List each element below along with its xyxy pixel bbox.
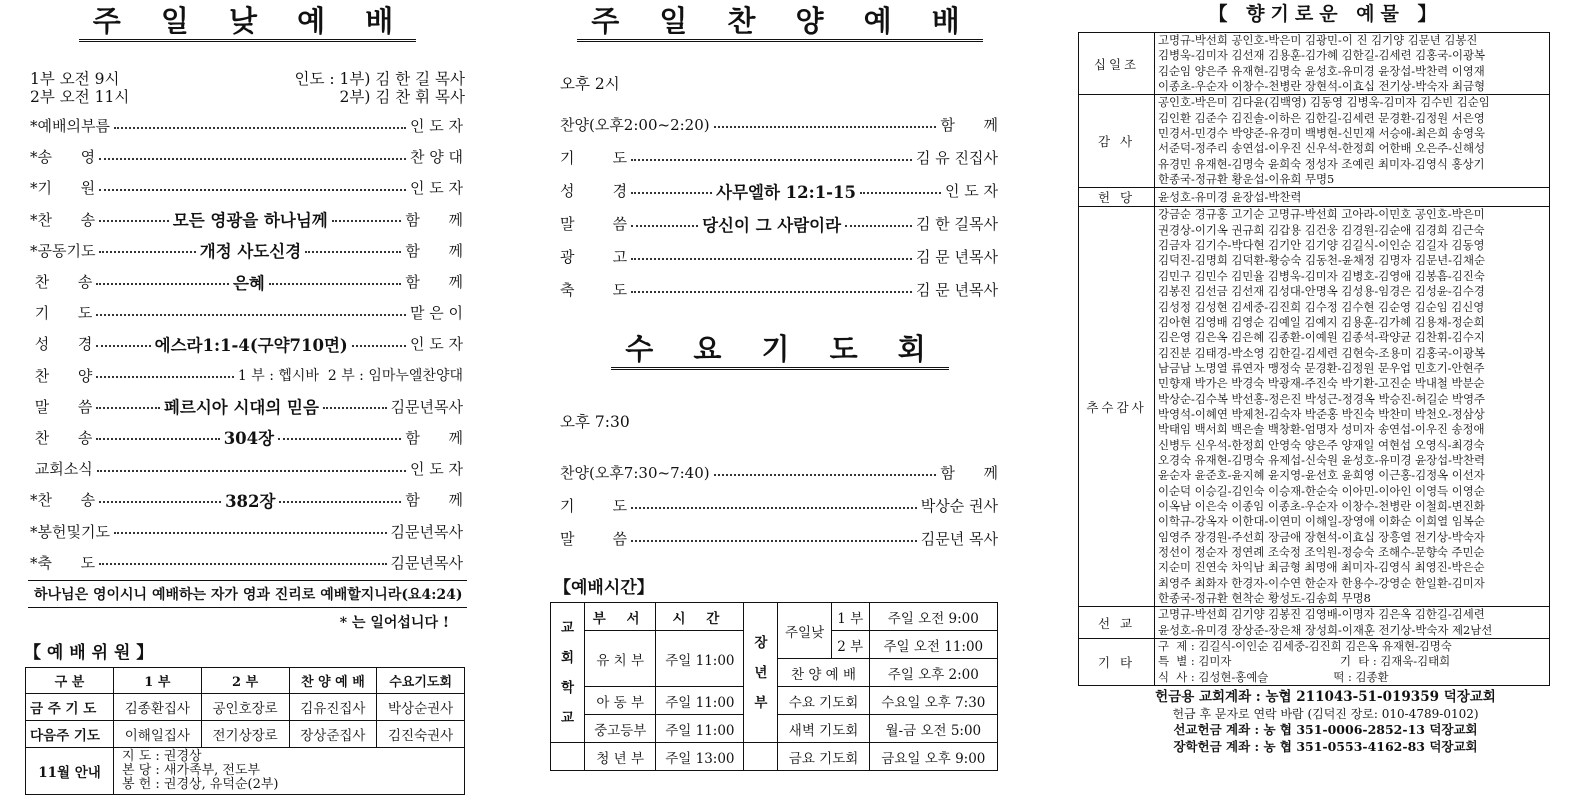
order-item [20, 484, 475, 515]
offering-names [1155, 33, 1550, 95]
name-line: 한종국-정규환 현착순 황성도-김송희 무명8 [1158, 591, 1371, 606]
schedule-table [550, 602, 998, 771]
order-item [20, 515, 475, 546]
order-label: 찬 양 [30, 366, 93, 385]
name-line: 윤순자 윤준호-윤지혜 윤지영-윤선호 윤희영 이근홍-김정옥 이선자 [1158, 468, 1485, 483]
notice-line: 봉 헌 : 권경상, 유덕순(2부) [122, 776, 279, 792]
name-line: 김병욱-김미자 김선재 김용훈-김가혜 김한길-김세련 김홍국-이광복 [1158, 48, 1485, 63]
order-person: 함 께 [405, 491, 464, 510]
praise-time: 오후 2시 [560, 75, 620, 93]
dot-leader [845, 225, 912, 227]
adult-group [744, 603, 778, 743]
name-line: 임영주 장경원-주선희 장금애 장현석-이효십 장흥열 전기상-박숙자 [1158, 529, 1485, 544]
name-line: 구 제 : 김길식-이인순 김세중-김진희 김은옥 유재현-김명숙 [1158, 639, 1452, 654]
table-cell: 전기상장로 [201, 720, 289, 747]
sunday-label: 주일낮 [778, 603, 831, 659]
order-label: 말 씀 [30, 397, 93, 416]
order-label: 찬양(오후7:30~7:40) [560, 464, 710, 482]
order-item [20, 110, 475, 141]
leader-1: 인도 : 1부) 김 한 길 목사 [294, 70, 465, 88]
dot-leader [96, 407, 160, 409]
order-person: 김문년목사 [390, 397, 464, 416]
order-item [20, 172, 475, 203]
dot-leader [114, 532, 387, 534]
account-note: 헌금 후 문자로 연락 바람 (김덕진 장로: 010-4789-0102) [1172, 706, 1479, 721]
name-line: 민향재 박가은 박경숙 박광재-주진숙 박기환-고진순 박내철 박분순 [1158, 376, 1485, 391]
vertical-label: 장 년 부 [754, 634, 768, 711]
order-item [550, 489, 1010, 522]
order-label: 기 도 [560, 497, 628, 515]
table-row [1079, 639, 1550, 686]
order-label: *예배의부름 [30, 117, 110, 136]
table-cell: 장상준집사 [289, 720, 377, 747]
order-item [550, 273, 1010, 306]
schedule-header-time: 시 간 [656, 603, 744, 631]
order-item [20, 547, 475, 578]
dot-leader [99, 189, 406, 191]
name-line: 한종국-정규환 황운섭-이유희 무명5 [1158, 172, 1335, 187]
order-label: *축 도 [30, 553, 96, 572]
schedule-cell: 금요 기도회 [778, 743, 869, 771]
order-item [20, 266, 475, 297]
order-content: 개정 사도신경 [199, 242, 302, 262]
name-line: 공인호-박은미 김다윤(김백영) 김동영 김병욱-김미자 김수빈 김순임 [1158, 95, 1490, 110]
order-content: 1 부 : 헵시바 2 부 : 임마누엘찬양대 [237, 368, 463, 385]
order-label: *기 원 [30, 179, 96, 198]
notice-line: 지 도 : 권경상 [122, 748, 202, 764]
order-label: 찬 송 [30, 273, 93, 292]
order-person: 맡 은 이 [409, 304, 463, 323]
name-line: 특 별 : 김미자 기 타 : 김재욱-김태희 [1158, 654, 1451, 669]
dot-leader [631, 192, 712, 194]
order-label: 찬 송 [30, 428, 93, 447]
name-line: 김은영 김은옥 김은혜 김종환-이예원 김종석-곽양균 김찬휘-김수지 [1158, 330, 1485, 345]
order-item [550, 108, 1010, 141]
morning-order-list [20, 110, 475, 578]
schedule-cell: 청 년 부 [585, 743, 656, 771]
dot-leader [631, 291, 912, 293]
order-item [550, 207, 1010, 240]
name-line: 남금남 노명열 류연자 맹정숙 문경환-김정원 문우업 민호기-안현주 [1158, 360, 1485, 375]
table-cell: 김종환집사 [114, 693, 202, 720]
order-label: *찬 송 [30, 210, 96, 229]
order-person: 찬 양 대 [409, 148, 463, 167]
name-line: 이순덕 이승길-김인숙 이승재-한순숙 이아민-이아인 이영득 이영순 [1158, 483, 1485, 498]
order-label: 말 씀 [560, 215, 628, 233]
name-line: 윤성호-유미경 윤장섭-박찬력 [1158, 189, 1302, 204]
dot-leader [631, 225, 698, 227]
name-line: 김순임 양은주 유재현-김명숙 윤성호-유미경 윤장섭-박찬력 이영재 [1158, 63, 1485, 78]
notice-label: 11월 안내 [26, 747, 114, 794]
schedule-cell: 금요일 오후 9:00 [869, 743, 997, 771]
schedule-cell: 주일 11:00 [656, 687, 744, 715]
name-line: 박상순-김수복 박선홍-정은진 박성근-정경옥 박승진-허길순 박영주 [1158, 391, 1485, 406]
order-item [20, 360, 475, 391]
name-line: 고명규-박선희 김기양 김봉진 김영배-이명자 김은옥 김한길-김세련 [1158, 607, 1485, 622]
order-item [550, 141, 1010, 174]
workers-heading: 【 예 배 위 원 】 [24, 642, 154, 663]
name-line: 고명규-박선희 공인호-박은미 김광민-이 진 김기양 김문년 김봉진 [1158, 33, 1478, 47]
order-person: 김 유 진집사 [916, 149, 998, 167]
name-line: 신병두 신우석-한정희 안영숙 양은주 양재일 여현섭 오영식-최경숙 [1158, 437, 1485, 452]
account-main: 헌금용 교회계좌 : 농협 211043-51-019359 덕장교회 [1155, 689, 1496, 706]
name-line: 김금자 김기수-박다현 김기안 김기양 김길식-이인순 김길자 김동영 [1158, 238, 1485, 253]
dot-leader [305, 251, 401, 253]
schedule-cell: 수요일 오후 7:30 [869, 687, 997, 715]
order-item [550, 522, 1010, 555]
order-person: 인 도 자 [409, 179, 463, 198]
account-mission: 선교헌금 계좌 : 농 협 351-0006-2852-13 덕장교회 [1173, 722, 1478, 738]
table-row [26, 720, 465, 747]
order-item [550, 240, 1010, 273]
dot-leader [332, 220, 402, 222]
schedule-cell: 중고등부 [585, 715, 656, 743]
name-line: 이옥남 이은숙 이종임 이종초-우순자 이창수-천병란 이철희-변진화 [1158, 498, 1485, 513]
dot-leader [99, 158, 406, 160]
dot-leader [278, 438, 401, 440]
name-line: 서준덕-정주리 송연섭-이우진 신우석-한정희 어한배 오은주-신해성 [1158, 141, 1485, 156]
order-person: 김 문 년목사 [916, 281, 998, 299]
dot-leader [99, 563, 386, 565]
order-person: 김 한 길목사 [916, 215, 999, 233]
order-person: 함 께 [940, 116, 998, 134]
order-content: 에스라1:1-4(구약710면) [154, 335, 348, 355]
schedule-cell: 유 치 부 [585, 631, 656, 687]
order-item [20, 141, 475, 172]
order-content: 은혜 [232, 273, 265, 293]
table-row [1079, 33, 1550, 95]
table-cell: 박상순권사 [377, 693, 465, 720]
school-group [551, 603, 585, 743]
workers-header-praise: 찬 양 예 배 [289, 667, 377, 693]
morning-worship-title: 주 일 낮 예 배 [20, 0, 475, 42]
dot-leader [631, 540, 917, 542]
order-content: 304장 [223, 429, 275, 449]
name-line: 김아현 김영배 김영순 김예일 김예지 김용훈-김가혜 김용채-정순희 [1158, 314, 1485, 329]
order-person: 인 도 자 [410, 335, 464, 354]
name-line: 오경숙 유재현-김명숙 유제섭-신숙원 윤성호-유미경 윤장섭-박찬력 [1158, 452, 1485, 467]
order-label: 성 경 [560, 182, 628, 200]
service-time-1: 1부 오전 9시 [30, 70, 120, 88]
order-label: 말 씀 [560, 530, 628, 548]
order-item [550, 456, 1010, 489]
order-person: 함 께 [405, 210, 464, 229]
workers-table [25, 667, 465, 795]
offering-category: 십일조 [1079, 33, 1155, 95]
scripture-verse: 하나님은 영이시니 예배하는 자가 영과 진리로 예배할지니라(요4:24) [28, 580, 467, 608]
name-line: 식 사 : 김성현-홍예슬 떡 : 김종환 [1158, 669, 1389, 684]
order-item [20, 453, 475, 484]
offering-category: 추수감사 [1079, 207, 1155, 607]
table-row [26, 693, 465, 720]
name-line: 이종초-우순자 이창수-천병란 장현석-이효십 전기상-박숙자 최금형 [1158, 79, 1485, 94]
order-item [20, 328, 475, 359]
order-person: 김 문 년목사 [916, 248, 998, 266]
order-label: 광 고 [560, 248, 628, 266]
name-line: 정선이 정순자 정연례 조숙정 조익원-정승숙 조해수-문향숙 주민순 [1158, 545, 1485, 559]
order-person: 함 께 [405, 273, 463, 292]
workers-header-1bu: 1 부 [114, 667, 202, 693]
offering-category: 감 사 [1079, 95, 1155, 188]
account-scholarship: 장학헌금 계좌 : 농 협 351-0553-4162-83 덕장교회 [1173, 738, 1478, 754]
offering-names [1155, 607, 1550, 639]
order-item [20, 235, 475, 266]
dot-leader [323, 407, 387, 409]
offering-names [1155, 639, 1550, 686]
service-times [30, 70, 475, 108]
name-line: 이학규-강옥자 이한대-이연미 이해일-장영애 이화순 이희열 임복순 [1158, 514, 1485, 529]
offering-category: 헌 당 [1079, 188, 1155, 207]
table-row [1079, 95, 1550, 188]
dot-leader [96, 345, 150, 347]
schedule-cell: 월-금 오전 5:00 [869, 715, 997, 743]
order-content: 모든 영광을 하나님께 [172, 211, 328, 231]
dot-leader [631, 507, 917, 509]
offering-names [1155, 207, 1550, 607]
schedule-heading: 【예배시간】 [554, 578, 654, 598]
order-label: 찬양(오후2:00~2:20) [560, 116, 710, 134]
row-label: 금 주 기 도 [26, 693, 114, 720]
schedule-cell: 주일 13:00 [656, 743, 744, 771]
notice-line: 본 당 : 새가족부, 전도부 [122, 762, 261, 778]
service-time-2: 2부 오전 11시 [30, 88, 130, 106]
order-person: 김문년목사 [390, 553, 463, 572]
name-line: 김민구 김민수 김민율 김병욱-김미자 김병호-김영애 김봉흠-김진숙 [1158, 268, 1485, 283]
order-label: *봉헌및기도 [30, 522, 110, 541]
name-line: 권경상-이기옥 권규희 김갑용 김건웅 김경원-김순애 김경희 김근숙 [1158, 222, 1485, 237]
dot-leader [96, 376, 234, 378]
name-line: 김진분 김태경-박소영 김한길-김세련 김현숙-조용미 김홍국-이광복 [1158, 345, 1485, 360]
order-label: 축 도 [560, 281, 628, 299]
table-cell: 김진숙권사 [377, 720, 465, 747]
schedule-cell: 찬 양 예 배 [778, 659, 869, 687]
order-person: 인 도 자 [409, 117, 463, 136]
vertical-label: 교 회 학 교 [560, 619, 575, 726]
order-item [20, 204, 475, 235]
order-item [550, 174, 1010, 207]
table-row [1079, 207, 1550, 607]
offerings-column [1078, 0, 1573, 807]
name-line: 김덕진-김명희 김덕환-황승숙 김동천-윤채정 김명자 김문년-김채순 [1158, 253, 1485, 268]
name-line: 박태임 백서희 백은솔 백창환-엄명자 성미자 송연섭-이우진 송정애 [1158, 422, 1485, 437]
offerings-table [1078, 32, 1550, 686]
table-cell: 공인호장로 [201, 693, 289, 720]
order-label: *공동기도 [30, 241, 96, 260]
order-person: 인 도 자 [945, 182, 999, 200]
name-line: 김성정 김성현 김세중-김진희 김수정 김수현 김순영 김순임 김신영 [1158, 299, 1485, 314]
name-line: 유경민 유재현-김명숙 윤희숙 정성자 조예린 최미자-김영식 홍상기 [1158, 156, 1485, 171]
schedule-cell: 새벽 기도회 [778, 715, 869, 743]
table-row [26, 747, 465, 794]
account-info [1078, 686, 1573, 755]
dot-leader [96, 314, 406, 316]
order-item [20, 391, 475, 422]
order-person: 함 께 [405, 241, 464, 260]
order-item [20, 297, 475, 328]
morning-worship-column [20, 0, 475, 807]
workers-header-wednesday: 수요기도회 [377, 667, 465, 693]
name-line: 강금순 경규홍 고기순 고명규-박선희 고아라-이민호 공인호-박은미 [1158, 207, 1485, 222]
dot-leader [96, 438, 219, 440]
notice-cell [114, 747, 465, 794]
order-person: 함 께 [940, 464, 998, 482]
table-cell: 김유진집사 [289, 693, 377, 720]
schedule-header-dept: 부 서 [585, 603, 656, 631]
offering-category: 선 교 [1079, 607, 1155, 639]
offering-names [1155, 95, 1550, 188]
schedule-cell: 수요 기도회 [778, 687, 869, 715]
schedule-cell: 주일 오후 2:00 [869, 659, 997, 687]
offerings-title: 【 향기로운 예물 】 [1208, 3, 1443, 25]
order-content: 사무엘하 12:1-15 [716, 182, 856, 202]
dot-leader [352, 345, 406, 347]
workers-header-2bu: 2 부 [201, 667, 289, 693]
order-content: 382장 [225, 491, 276, 511]
schedule-cell: 주일 11:00 [656, 715, 744, 743]
order-content: 페르시아 시대의 믿음 [163, 398, 319, 418]
order-label: *송 영 [30, 148, 96, 167]
offering-category: 기 타 [1079, 639, 1155, 686]
order-person: 박상순 권사 [920, 497, 998, 515]
workers-header-category: 구 분 [26, 667, 114, 693]
dot-leader [99, 501, 221, 503]
dot-leader [99, 220, 169, 222]
praise-worship-title: 주 일 찬 양 예 배 [550, 0, 1010, 42]
dot-leader [631, 258, 912, 260]
order-label: 교회소식 [30, 460, 93, 479]
schedule-cell: 주일 오전 11:00 [869, 631, 997, 659]
wednesday-order-list [550, 456, 1010, 555]
name-line: 윤성호-유미경 장상준-장은채 장성희-이재훈 전기상-박숙자 제2남선 [1158, 622, 1493, 637]
name-line: 김봉진 김선금 김선재 김성대-안명옥 김성용-임경은 김성윤-김수경 [1158, 284, 1485, 299]
name-line: 최영주 최화자 한경자-이수연 한순자 한용수-강영순 한일환-김미자 [1158, 575, 1485, 590]
stand-note: * 는 일어섭니다 ! [339, 614, 449, 631]
praise-worship-column [550, 0, 1010, 807]
dot-leader [714, 126, 937, 128]
order-person: 김문년목사 [390, 522, 463, 541]
table-cell: 이해일집사 [114, 720, 202, 747]
schedule-cell: 주일 11:00 [656, 631, 744, 687]
order-label: 기 도 [30, 304, 93, 323]
wednesday-time: 오후 7:30 [560, 413, 630, 431]
schedule-cell: 아 동 부 [585, 687, 656, 715]
dot-leader [860, 192, 941, 194]
dot-leader [114, 127, 406, 129]
schedule-cell: 1 부 [831, 603, 869, 631]
dot-leader [96, 283, 229, 285]
table-row [1079, 188, 1550, 207]
name-line: 지순미 진연숙 차익남 최금형 최명애 최미자-김영식 최영진-박은순 [1158, 560, 1485, 575]
dot-leader [269, 283, 402, 285]
order-item [20, 422, 475, 453]
leader-2: 2부) 김 찬 휘 목사 [339, 88, 465, 106]
order-label: *찬 송 [30, 491, 96, 510]
schedule-cell: 2 부 [831, 631, 869, 659]
name-line: 민경서-민경수 박양준-유경미 백병현-신민재 서승애-최은희 송영욱 [1158, 126, 1485, 141]
row-label: 다음주 기도 [26, 720, 114, 747]
dot-leader [631, 159, 912, 161]
wednesday-title: 수 요 기 도 회 [550, 328, 1010, 370]
order-person: 김문년 목사 [920, 530, 998, 548]
order-person: 함 께 [405, 428, 463, 447]
dot-leader [714, 474, 937, 476]
dot-leader [99, 251, 195, 253]
order-label: 성 경 [30, 335, 93, 354]
order-content: 당신이 그 사람이라 [702, 215, 842, 235]
table-row [1079, 607, 1550, 639]
order-person: 인 도 자 [409, 460, 463, 479]
order-label: 기 도 [560, 149, 628, 167]
schedule-cell: 주일 오전 9:00 [869, 603, 997, 631]
name-line: 김인환 김준수 김진솔-이하은 김한길-김세련 문경환-김정원 서은영 [1158, 110, 1485, 125]
dot-leader [279, 501, 401, 503]
offering-names [1155, 188, 1550, 207]
name-line: 박영석-이혜연 박제천-김숙자 박준홍 박진숙 박찬미 박천오-정삼상 [1158, 406, 1485, 421]
dot-leader [97, 470, 406, 472]
praise-order-list [550, 108, 1010, 306]
